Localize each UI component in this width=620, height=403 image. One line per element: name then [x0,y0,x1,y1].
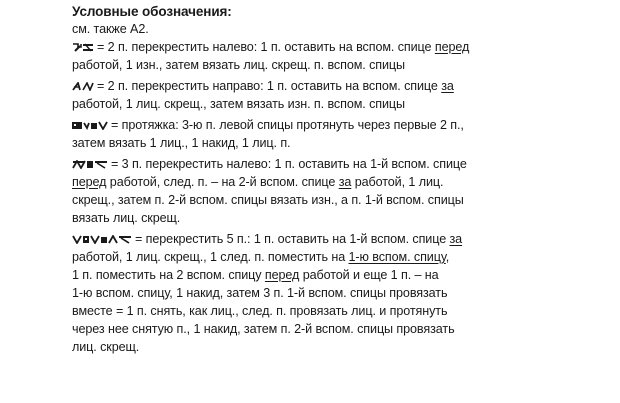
entry-2-underline: за [441,79,454,93]
cross-5-stitch-icon [72,235,132,244]
entry-4-text-b: работой, след. п. – на 2-й вспом. спице [106,175,339,189]
entry-5-line-5: вместе = 1 п. снять, как лиц., след. п. провязать лиц. и протянуть [72,304,448,318]
entry-1-underline: перед [434,40,470,54]
entry-5-text-d: 1 п. поместить на 2 вспом. спицу [72,268,265,282]
legend-heading: Условные обозначения: [72,4,232,19]
cross-right-2-stitch-icon [72,82,94,91]
entry-5-text-e: работой и еще 1 п. – на [299,268,439,282]
entry-5-line-2 [72,250,449,265]
entry-4-underline-a: перед [72,175,107,189]
entry-5-line-3 [72,268,439,283]
entry-4-text-c: работой, 1 лиц. [351,175,444,189]
entry-4-line-3: скрещ., затем п. 2-й вспом. спицы вязать изн., а п. 1-й вспом. спицы [72,193,464,207]
entry-1-text-a: = 2 п. перекрестить налево: 1 п. оставить на вспом. спице [97,40,435,54]
entry-5-underline-c: перед [264,268,300,282]
entry-4-line-1 [72,157,467,172]
entry-3-line-2: затем вязать 1 лиц., 1 накид, 1 лиц. п. [72,136,291,150]
entry-1-line-2: работой, 1 изн., затем вязать лиц. скрещ. п. вспом. спицы [72,58,405,72]
entry-1-line-1 [72,40,469,55]
entry-3-text-a: = протяжка: 3-ю п. левой спицы протянуть через первые 2 п., [111,118,464,132]
entry-4-text-a: = 3 п. перекрестить налево: 1 п. оставить на 1-й вспом. спице [111,157,467,171]
entry-5-underline-b: 1-ю вспом. спицу [348,250,446,264]
entry-5-text-a: = перекрестить 5 п.: 1 п. оставить на 1-й вспом. спице [135,232,450,246]
entry-2-text-a: = 2 п. перекрестить направо: 1 п. оставить на вспом. спице [97,79,442,93]
entry-2-line-1 [72,79,454,94]
entry-2-line-2: работой, 1 лиц. скрещ., затем вязать изн. п. вспом. спицы [72,97,405,111]
cross-left-2-stitch-icon [72,43,94,52]
entry-5-line-7: лиц. скрещ. [72,340,140,354]
entry-4-line-2 [72,175,443,190]
entry-5-text-c: , [445,250,450,264]
entry-5-text-b: работой, 1 лиц. скрещ., 1 след. п. поместить на [72,250,349,264]
cross-left-3-stitch-icon [72,160,108,169]
entry-4-underline-b: за [338,175,352,189]
entry-5-line-6: через нее снятую п., 1 накид, затем п. 2-й вспом. спицы провязать [72,322,455,336]
pull-over-stitch-icon [72,121,108,130]
entry-3-line-1 [72,118,464,133]
entry-5-line-4: 1-ю вспом. спицу, 1 накид, затем 3 п. 1-й вспом. спицы провязать [72,286,448,300]
see-also-note: см. также А2. [72,22,149,36]
entry-4-line-4: вязать лиц. скрещ. [72,211,181,225]
entry-5-line-1 [72,232,462,247]
entry-5-underline-a: за [449,232,463,246]
